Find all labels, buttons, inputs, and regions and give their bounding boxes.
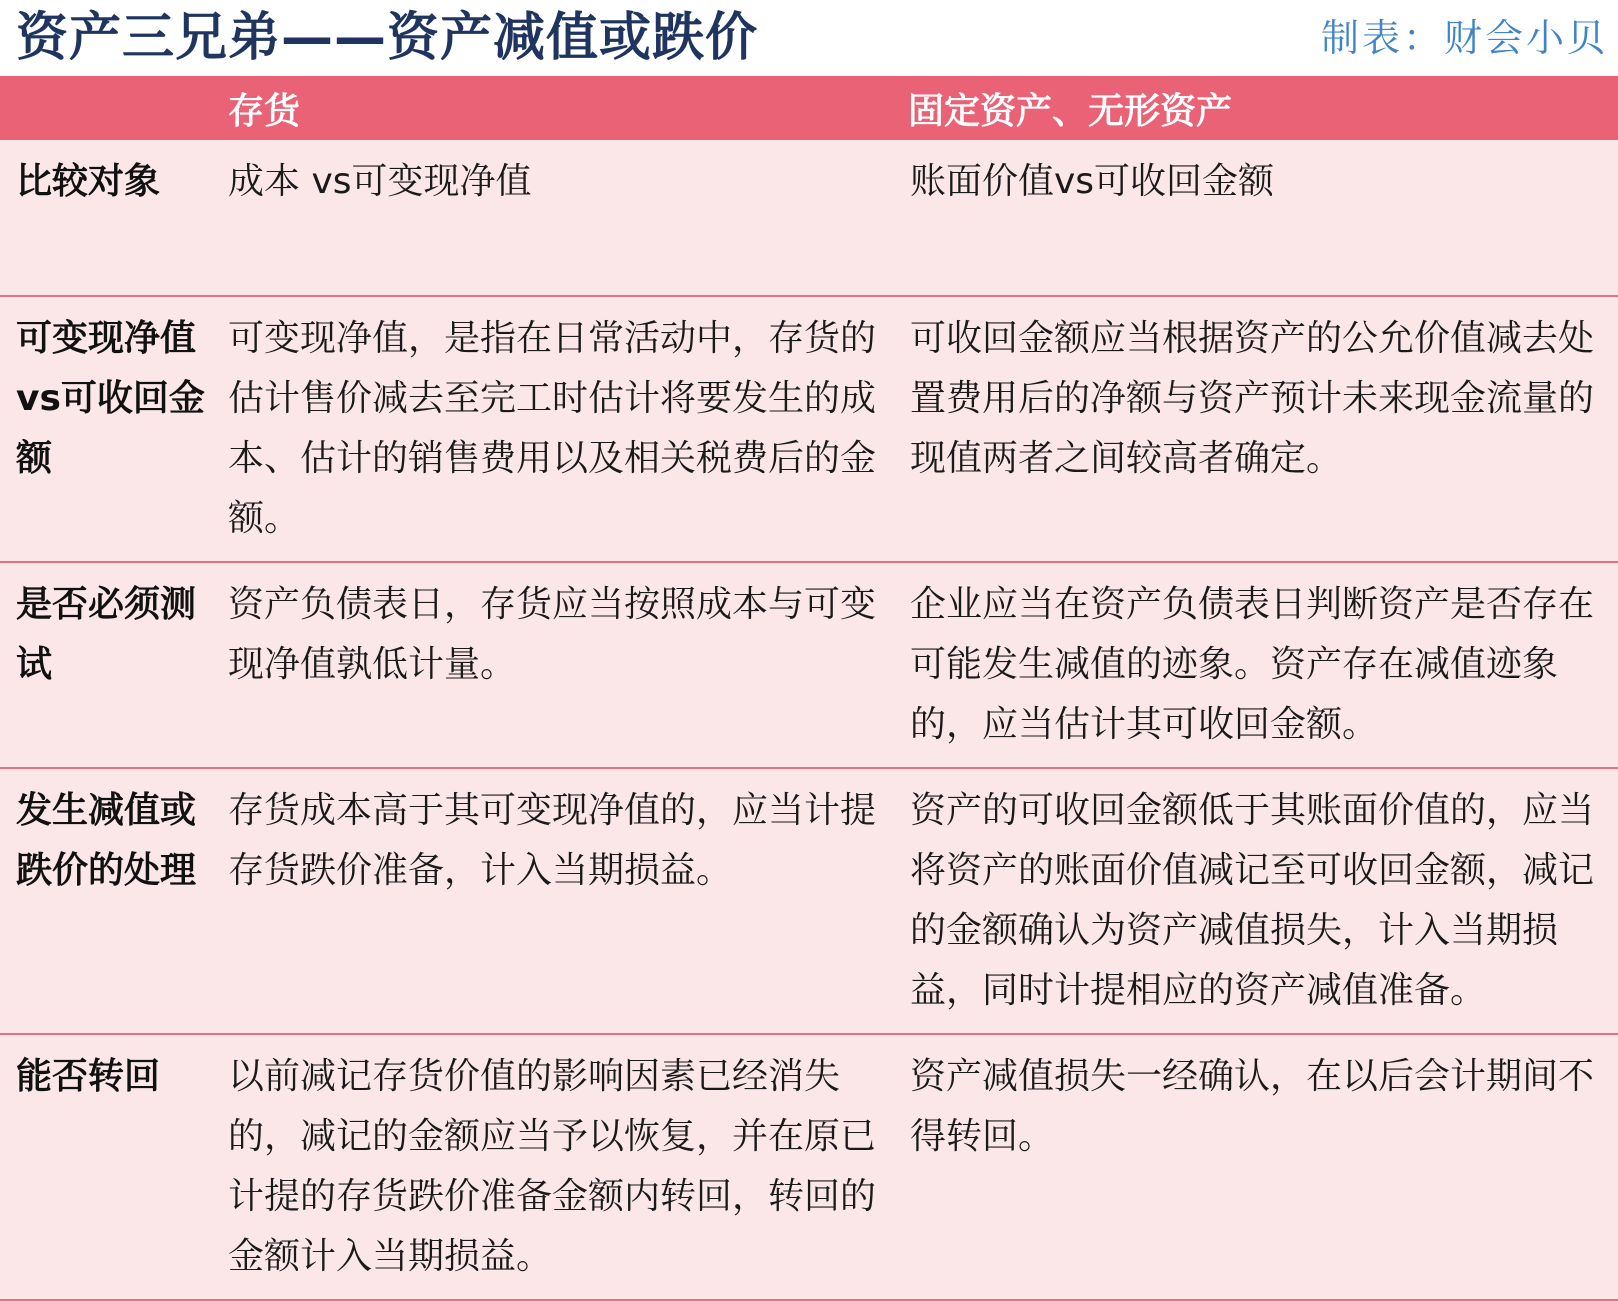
title-bar (0, 0, 1618, 76)
fixed-assets-cell: 企业应当在资产负债表日判断资产是否存在可能发生减值的迹象。资产存在减值迹象的，应当估计其可收回金额。 (908, 562, 1618, 768)
row-label: 比较对象 (0, 140, 228, 296)
inventory-cell: 可变现净值，是指在日常活动中，存货的估计售价减去至完工时估计将要发生的成本、估计的销售费用以及相关税费后的金额。 (228, 296, 908, 562)
comparison-table-wrapper (0, 76, 1618, 1301)
table-row (0, 562, 1618, 768)
row-label: 能否转回 (0, 1034, 228, 1300)
header-cell-fixed-assets: 固定资产、无形资产 (908, 90, 1233, 132)
header-cell-empty (0, 76, 228, 140)
inventory-cell: 以前减记存货价值的影响因素已经消失的，减记的金额应当予以恢复，并在原已计提的存货跌价准备金额内转回，转回的金额计入当期损益。 (228, 1034, 908, 1300)
fixed-assets-cell: 可收回金额应当根据资产的公允价值减去处置费用后的净额与资产预计未来现金流量的现值两者之间较高者确定。 (908, 296, 1618, 562)
inventory-cell: 成本 vs可变现净值 (228, 140, 908, 296)
fixed-assets-cell: 资产的可收回金额低于其账面价值的，应当将资产的账面价值减记至可收回金额，减记的金额确认为资产减值损失，计入当期损益，同时计提相应的资产减值准备。 (908, 768, 1618, 1034)
table-row (0, 768, 1618, 1034)
fixed-assets-cell: 资产减值损失一经确认，在以后会计期间不得转回。 (908, 1034, 1618, 1300)
table-header-row (0, 76, 1618, 140)
row-label: 可变现净值vs可收回金额 (0, 296, 228, 562)
comparison-table (0, 76, 1618, 1301)
header-cell-inventory: 存货 (228, 90, 301, 132)
table-row (0, 296, 1618, 562)
credit-label: 制表：财会小贝 (1320, 16, 1608, 60)
inventory-cell: 存货成本高于其可变现净值的，应当计提存货跌价准备，计入当期损益。 (228, 768, 908, 1034)
fixed-assets-cell: 账面价值vs可收回金额 (908, 140, 1618, 296)
row-label: 发生减值或跌价的处理 (0, 768, 228, 1034)
inventory-cell: 资产负债表日，存货应当按照成本与可变现净值孰低计量。 (228, 562, 908, 768)
table-row (0, 140, 1618, 296)
row-label: 是否必须测试 (0, 562, 228, 768)
table-row (0, 1034, 1618, 1300)
page-title: 资产三兄弟——资产减值或跌价 (16, 8, 759, 68)
